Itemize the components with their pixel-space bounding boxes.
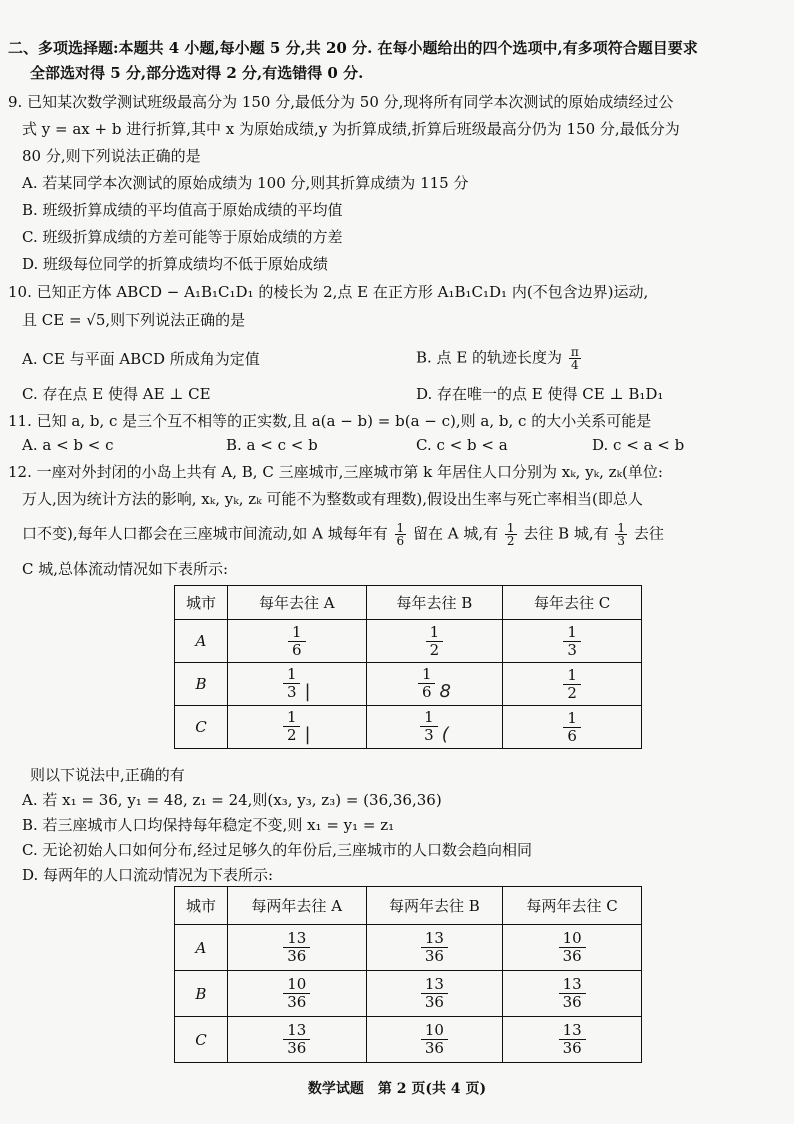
table-cell — [227, 620, 366, 663]
table-cell — [366, 1017, 503, 1063]
table-cell — [227, 971, 366, 1017]
table-cell — [503, 663, 642, 706]
fraction-denominator: 36 — [287, 947, 307, 965]
q12-option-d: D. 每两年的人口流动情况为下表所示: — [22, 866, 274, 884]
q10-option-b-fraction — [569, 346, 581, 371]
fraction-denominator: 36 — [424, 993, 444, 1011]
table-cell — [366, 620, 503, 663]
table-header-cell: 每两年去往 C — [503, 887, 642, 925]
cell-fraction — [426, 624, 444, 659]
fraction-denominator: 36 — [562, 993, 582, 1011]
fraction-numerator: 1 — [506, 521, 515, 535]
cell-fraction — [421, 1022, 448, 1057]
q9-stem-line2: 式 y = ax + b 进行折算,其中 x 为原始成绩,y 为折算成绩,折算后班级最高分仍为 150 分,最低分为 — [22, 120, 680, 138]
handwritten-mark: 8 — [439, 681, 451, 702]
cell-fraction — [283, 709, 301, 744]
fraction-denominator: 6 — [396, 534, 405, 548]
table-header-cell: 每两年去往 B — [366, 887, 503, 925]
fraction-denominator: 36 — [424, 1039, 444, 1057]
q12-after-table: 则以下说法中,正确的有 — [30, 766, 185, 784]
q9-stem-line1: 9. 已知某次数学测试班级最高分为 150 分,最低分为 50 分,现将所有同学本次测试的原始成绩经过公 — [8, 93, 674, 111]
fraction-numerator: 10 — [421, 1022, 448, 1040]
row-city: B — [175, 971, 228, 1017]
fraction-numerator: 1 — [288, 624, 306, 642]
q11-option-d: D. c < a < b — [592, 436, 685, 454]
table-row — [175, 925, 642, 971]
q12-fraction-to-c — [615, 522, 627, 547]
fraction-numerator: 1 — [426, 624, 444, 642]
q12-stem-line2: 万人,因为统计方法的影响, xₖ, yₖ, zₖ 可能不为整数或有理数),假设出生率与死亡率相当(即总人 — [22, 490, 643, 508]
fraction-denominator: 2 — [506, 534, 515, 548]
q12-fraction-to-b — [505, 522, 517, 547]
fraction-denominator: 6 — [421, 683, 432, 701]
row-city: C — [175, 706, 228, 749]
table-cell — [366, 925, 503, 971]
table-row — [175, 971, 642, 1017]
table-row — [175, 1017, 642, 1063]
cell-fraction — [563, 624, 581, 659]
table-cell — [366, 663, 503, 706]
handwritten-mark: | — [304, 681, 311, 702]
fraction-denominator: 3 — [286, 683, 297, 701]
q10-option-d: D. 存在唯一的点 E 使得 CE ⊥ B₁D₁ — [416, 385, 664, 403]
cell-fraction — [421, 976, 448, 1011]
fraction-denominator: 6 — [567, 726, 577, 745]
q11-stem: 11. 已知 a, b, c 是三个互不相等的正实数,且 a(a − b) = b(a − c),则 a, b, c 的大小关系可能是 — [8, 412, 652, 430]
fraction-numerator: 13 — [283, 1022, 310, 1040]
fraction-denominator: 2 — [567, 683, 577, 702]
fraction-numerator: 13 — [283, 930, 310, 948]
table-header-cell: 每年去往 C — [503, 586, 642, 620]
handwritten-mark: ( — [441, 724, 449, 745]
q12-line3-part-b: 留在 A 城,有 — [412, 524, 499, 543]
table-header-row — [175, 887, 642, 925]
flow-table-yearly — [174, 585, 642, 749]
table-cell — [503, 971, 642, 1017]
q11-option-a: A. a < b < c — [22, 436, 114, 454]
row-city: C — [175, 1017, 228, 1063]
page-footer: 数学试题 第 2 页(共 4 页) — [307, 1081, 487, 1097]
q12-stem-line4: C 城,总体流动情况如下表所示: — [22, 560, 229, 578]
fraction-numerator: 10 — [283, 976, 310, 994]
fraction-numerator: 1 — [420, 709, 438, 727]
row-city: A — [175, 620, 228, 663]
fraction-numerator: 1 — [617, 521, 626, 535]
fraction-denominator: 2 — [286, 726, 297, 744]
cell-fraction — [420, 709, 438, 744]
cell-fraction — [563, 667, 581, 702]
q12-stem-line3 — [22, 522, 664, 547]
cell-fraction — [283, 976, 310, 1011]
cell-fraction — [288, 624, 306, 659]
fraction-numerator: 1 — [283, 709, 301, 727]
fraction-denominator: 36 — [287, 1039, 307, 1057]
q12-stem-line1: 12. 一座对外封闭的小岛上共有 A, B, C 三座城市,三座城市第 k 年居住人口分别为 xₖ, yₖ, zₖ(单位: — [8, 463, 663, 481]
fraction-denominator: 6 — [291, 640, 302, 659]
q12-line3-part-d: 去往 — [633, 524, 664, 543]
cell-fraction — [559, 976, 586, 1011]
cell-fraction — [283, 666, 301, 701]
fraction-denominator: 4 — [570, 358, 579, 372]
fraction-numerator: 13 — [421, 930, 448, 948]
q9-option-b: B. 班级折算成绩的平均值高于原始成绩的平均值 — [22, 201, 343, 219]
q11-option-b: B. a < c < b — [226, 436, 318, 454]
table-header-cell: 每年去往 A — [227, 586, 366, 620]
fraction-denominator: 36 — [287, 993, 307, 1011]
q11-option-c: C. c < b < a — [416, 436, 508, 454]
table-header-cell: 城市 — [175, 887, 228, 925]
q9-option-d: D. 班级每位同学的折算成绩均不低于原始成绩 — [22, 255, 329, 273]
fraction-numerator: 13 — [559, 1022, 586, 1040]
table-cell — [503, 925, 642, 971]
q12-option-b: B. 若三座城市人口均保持每年稳定不变,则 x₁ = y₁ = z₁ — [22, 816, 395, 834]
fraction-numerator: 10 — [559, 930, 586, 948]
fraction-denominator: 3 — [567, 640, 577, 659]
fraction-numerator: 1 — [563, 710, 581, 728]
table-row — [175, 620, 642, 663]
q12-line3-part-c: 去往 B 城,有 — [523, 524, 609, 543]
cell-fraction — [421, 930, 448, 965]
section-title-line2: 全部选对得 5 分,部分选对得 2 分,有选错得 0 分. — [30, 64, 364, 82]
table-header-row — [175, 586, 642, 620]
fraction-numerator: 1 — [283, 666, 301, 684]
table-cell — [366, 706, 503, 749]
fraction-denominator: 2 — [429, 640, 440, 659]
fraction-denominator: 36 — [562, 1039, 582, 1057]
q12-fraction-stay — [395, 522, 407, 547]
q12-option-a: A. 若 x₁ = 36, y₁ = 48, z₁ = 24,则(x₃, y₃, z₃) = (36,36,36) — [22, 791, 442, 809]
table-cell — [366, 971, 503, 1017]
table-header-cell: 城市 — [175, 586, 228, 620]
table-cell — [227, 1017, 366, 1063]
table-header-cell: 每年去往 B — [366, 586, 503, 620]
fraction-denominator: 36 — [562, 947, 582, 965]
q10-stem-line1: 10. 已知正方体 ABCD − A₁B₁C₁D₁ 的棱长为 2,点 E 在正方形 A₁B₁C₁D₁ 内(不包含边界)运动, — [8, 283, 649, 301]
q10-option-b-text: B. 点 E 的轨迹长度为 — [416, 348, 563, 367]
q9-stem-line3: 80 分,则下列说法正确的是 — [22, 147, 201, 165]
q10-option-c: C. 存在点 E 使得 AE ⊥ CE — [22, 385, 211, 403]
cell-fraction — [418, 666, 436, 701]
cell-fraction — [559, 930, 586, 965]
table-cell — [503, 706, 642, 749]
q12-line3-part-a: 口不变),每年人口都会在三座城市间流动,如 A 城每年有 — [22, 524, 388, 543]
row-city: A — [175, 925, 228, 971]
table-header-cell: 每两年去往 A — [227, 887, 366, 925]
cell-fraction — [283, 930, 310, 965]
fraction-denominator: 36 — [424, 947, 444, 965]
fraction-numerator: 1 — [563, 624, 581, 642]
table-cell — [227, 706, 366, 749]
table-cell — [503, 620, 642, 663]
handwritten-mark: | — [304, 724, 311, 745]
table-cell — [503, 1017, 642, 1063]
fraction-denominator: 3 — [424, 726, 434, 744]
cell-fraction — [563, 710, 581, 745]
fraction-numerator: 1 — [396, 521, 405, 535]
q10-option-b — [416, 346, 583, 371]
q10-stem-line2: 且 CE = √5,则下列说法正确的是 — [22, 311, 246, 329]
section-title-line1: 二、多项选择题:本题共 4 小题,每小题 5 分,共 20 分. 在每小题给出的四个选项中,有多项符合题目要求 — [8, 39, 698, 57]
q9-option-c: C. 班级折算成绩的方差可能等于原始成绩的方差 — [22, 228, 343, 246]
fraction-numerator: 1 — [418, 666, 436, 684]
row-city: B — [175, 663, 228, 706]
fraction-numerator: 13 — [559, 976, 586, 994]
q12-option-c: C. 无论初始人口如何分布,经过足够久的年份后,三座城市的人口数会趋向相同 — [22, 841, 533, 859]
fraction-denominator: 3 — [617, 534, 626, 548]
fraction-numerator: 1 — [563, 667, 581, 685]
table-cell — [227, 925, 366, 971]
q9-option-a: A. 若某同学本次测试的原始成绩为 100 分,则其折算成绩为 115 分 — [22, 174, 469, 192]
fraction-numerator: 13 — [421, 976, 448, 994]
cell-fraction — [283, 1022, 310, 1057]
cell-fraction — [559, 1022, 586, 1057]
table-cell — [227, 663, 366, 706]
flow-table-two-year — [174, 886, 642, 1063]
q10-option-a: A. CE 与平面 ABCD 所成角为定值 — [22, 350, 260, 368]
fraction-numerator: π — [570, 345, 579, 359]
table-row — [175, 706, 642, 749]
table-row — [175, 663, 642, 706]
